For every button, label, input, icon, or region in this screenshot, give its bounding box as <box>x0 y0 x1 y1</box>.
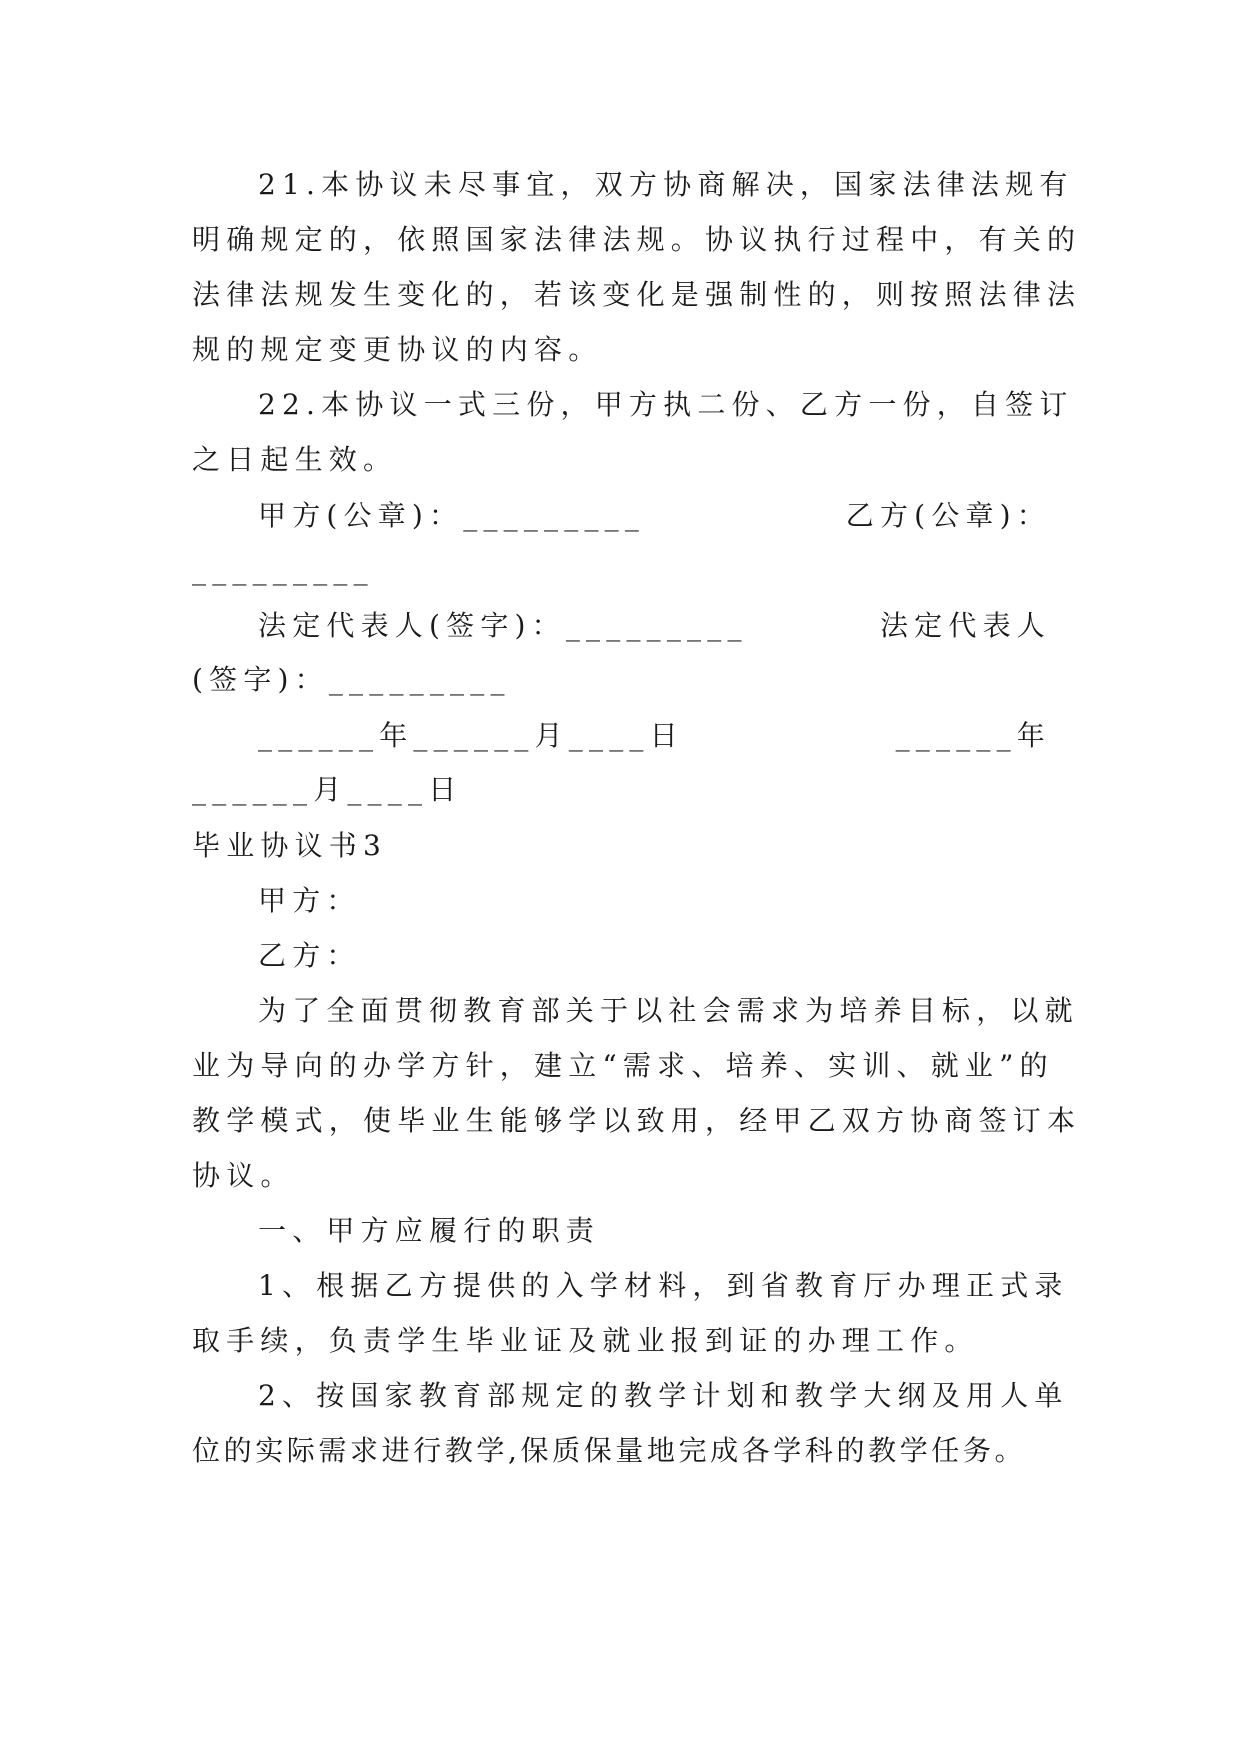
section-heading: 毕业协议书3 <box>192 829 388 862</box>
intro-line-4: 协议。 <box>192 1159 295 1192</box>
party-a-representative: 法定代表人(签字)：_________ <box>258 609 748 642</box>
party-b-date-month-day: ______月____日 <box>192 773 463 806</box>
clause-22-line-2: 之日起生效。 <box>192 443 398 476</box>
party-b-date-year: ______年 <box>895 719 1051 752</box>
item-1-line-1: 1、根据乙方提供的入学材料，到省教育厅办理正式录 <box>258 1269 1069 1302</box>
intro-line-3: 教学模式，使毕业生能够学以致用，经甲乙双方协商签订本 <box>192 1104 1082 1137</box>
clause-21-line-3: 法律法规发生变化的，若该变化是强制性的，则按照法律法 <box>192 278 1082 311</box>
item-2-line-2: 位的实际需求进行教学,保质保量地完成各学科的教学任务。 <box>192 1434 1027 1467</box>
party-b-representative-signature: (签字)：_________ <box>192 663 511 696</box>
item-2-line-1: 2、按国家教育部规定的教学计划和教学大纲及用人单 <box>258 1379 1069 1412</box>
party-b-seal: 乙方(公章)： <box>845 499 1051 532</box>
party-b-label: 乙方： <box>258 939 361 972</box>
intro-line-2: 业为导向的办学方针，建立“需求、培养、实训、就业”的 <box>192 1049 1054 1082</box>
party-b-representative: 法定代表人 <box>879 609 1051 642</box>
clause-22-line-1: 22.本协议一式三份，甲方执二份、乙方一份，自签订 <box>258 388 1074 421</box>
intro-line-1: 为了全面贯彻教育部关于以社会需求为培养目标，以就 <box>258 994 1079 1027</box>
party-a-label: 甲方： <box>258 884 361 917</box>
item-1-line-2: 取手续，负责学生毕业证及就业报到证的办理工作。 <box>192 1324 979 1357</box>
party-a-date: ______年______月____日 <box>258 719 684 752</box>
clause-21-line-1: 21.本协议未尽事宜，双方协商解决，国家法律法规有 <box>258 168 1074 201</box>
party-a-seal: 甲方(公章)：_________ <box>258 499 646 532</box>
clause-21-line-4: 规的规定变更协议的内容。 <box>192 333 603 366</box>
clause-21-line-2: 明确规定的，依照国家法律法规。协议执行过程中，有关的 <box>192 223 1082 256</box>
section-1-title: 一、甲方应履行的职责 <box>258 1214 601 1247</box>
party-b-seal-blank: _________ <box>192 553 374 586</box>
